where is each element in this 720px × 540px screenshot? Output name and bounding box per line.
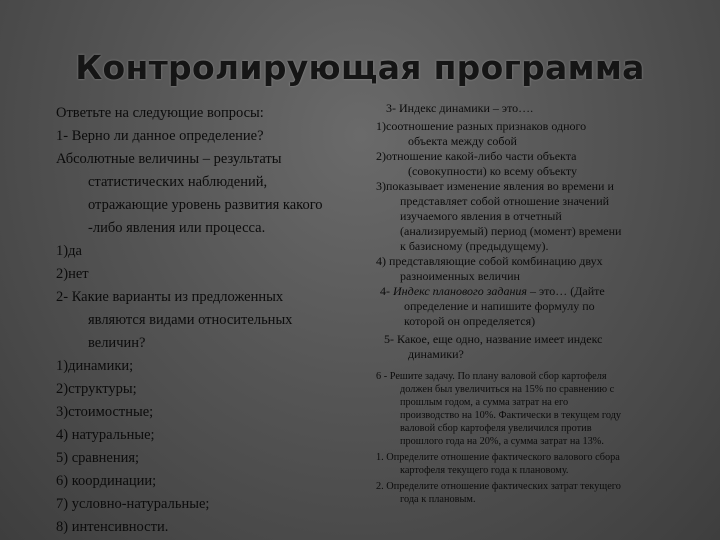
question-5 — [376, 332, 672, 362]
answer-yes: 1)да — [56, 243, 82, 259]
definition-line-2: статистических наблюдений, — [88, 174, 268, 190]
question-5-line-1: 5- Какое, еще одно, название имеет индекс — [384, 332, 603, 346]
right-column — [376, 101, 672, 506]
option-intensity: 8) интенсивности. — [56, 519, 169, 535]
left-column — [56, 102, 356, 539]
option-3-3-line-3: изучаемого явления в отчетный — [400, 209, 562, 223]
option-3-1-line-2: объекта между собой — [408, 134, 517, 148]
option-3-3-line-4: (анализируемый) период (момент) времени — [400, 224, 622, 238]
task-2-line-1: 2. Определите отношение фактических затрат текущего — [376, 481, 621, 492]
question-2-line-2: являются видами относительных — [88, 312, 293, 328]
question-6-line-5: валовой сбор картофеля увеличился против — [400, 423, 592, 434]
question-4-term: Индекс планового задания — [393, 284, 527, 298]
instruction-line: Ответьте на следующие вопросы: — [56, 105, 264, 121]
definition-text — [56, 148, 356, 240]
slide-title: Контролирующая программа — [75, 48, 645, 87]
option-dynamics: 1)динамики; — [56, 358, 134, 374]
task-2 — [376, 480, 672, 506]
question-4-line-2: определение и напишите формулу по — [404, 299, 595, 313]
question-2-line-3: величин? — [88, 335, 146, 351]
question-6-line-6: прошлого года на 20%, а сумма затрат на 13%. — [400, 436, 604, 447]
question-6-line-2: должен был увеличиться на 15% по сравнению с — [400, 384, 615, 395]
option-cost: 3)стоимостные; — [56, 404, 154, 420]
option-3-3-line-5: к базисному (предыдущему). — [400, 239, 549, 253]
definition-line-4: -либо явления или процесса. — [88, 220, 266, 236]
question-3: 3- Индекс динамики – это…. — [386, 101, 534, 115]
option-3-1 — [376, 119, 672, 149]
question-4 — [376, 284, 672, 329]
option-3-3 — [376, 179, 672, 254]
option-natural: 4) натуральные; — [56, 427, 155, 443]
question-6-line-1: 6 - Решите задачу. По плану валовой сбор картофеля — [376, 371, 607, 382]
question-2-line-1: 2- Какие варианты из предложенных — [56, 289, 284, 305]
option-3-2-line-1: 2)отношение какой-либо части объекта — [376, 149, 577, 163]
option-3-2 — [376, 149, 672, 179]
option-3-4-line-2: разноименных величин — [400, 269, 520, 283]
task-1-line-1: 1. Определите отношение фактического валового сбора — [376, 452, 620, 463]
option-comparison: 5) сравнения; — [56, 450, 140, 466]
definition-line-1: Абсолютные величины – результаты — [56, 151, 282, 167]
option-conditional-natural: 7) условно-натуральные; — [56, 496, 210, 512]
question-1: 1- Верно ли данное определение? — [56, 128, 264, 144]
question-4-prefix: 4- — [380, 284, 393, 298]
question-5-line-2: динамики? — [408, 347, 464, 361]
question-6 — [376, 370, 672, 448]
question-6-line-3: прошлым годом, а сумма затрат на его — [400, 397, 569, 408]
question-6-line-4: производство на 10%. Фактически в текущем году — [400, 410, 622, 421]
question-2 — [56, 286, 356, 355]
option-structure: 2)структуры; — [56, 381, 137, 397]
option-3-4-line-1: 4) представляющие собой комбинацию двух — [376, 254, 603, 268]
option-3-1-line-1: 1)соотношение разных признаков одного — [376, 119, 587, 133]
task-1-line-2: картофеля текущего года к плановому. — [400, 465, 569, 476]
answer-no: 2)нет — [56, 266, 89, 282]
task-2-line-2: года к плановым. — [400, 494, 476, 505]
option-coordination: 6) координации; — [56, 473, 157, 489]
option-3-2-line-2: (совокупности) ко всему объекту — [408, 164, 578, 178]
option-3-4 — [376, 254, 672, 284]
option-3-3-line-1: 3)показывает изменение явления во времени и — [376, 179, 614, 193]
definition-line-3: отражающие уровень развития какого — [88, 197, 323, 213]
question-4-line-3: которой он определяется) — [404, 314, 536, 328]
option-3-3-line-2: представляет собой отношение значений — [400, 194, 610, 208]
task-1 — [376, 451, 672, 477]
question-4-suffix: – это… (Дайте — [527, 284, 605, 298]
